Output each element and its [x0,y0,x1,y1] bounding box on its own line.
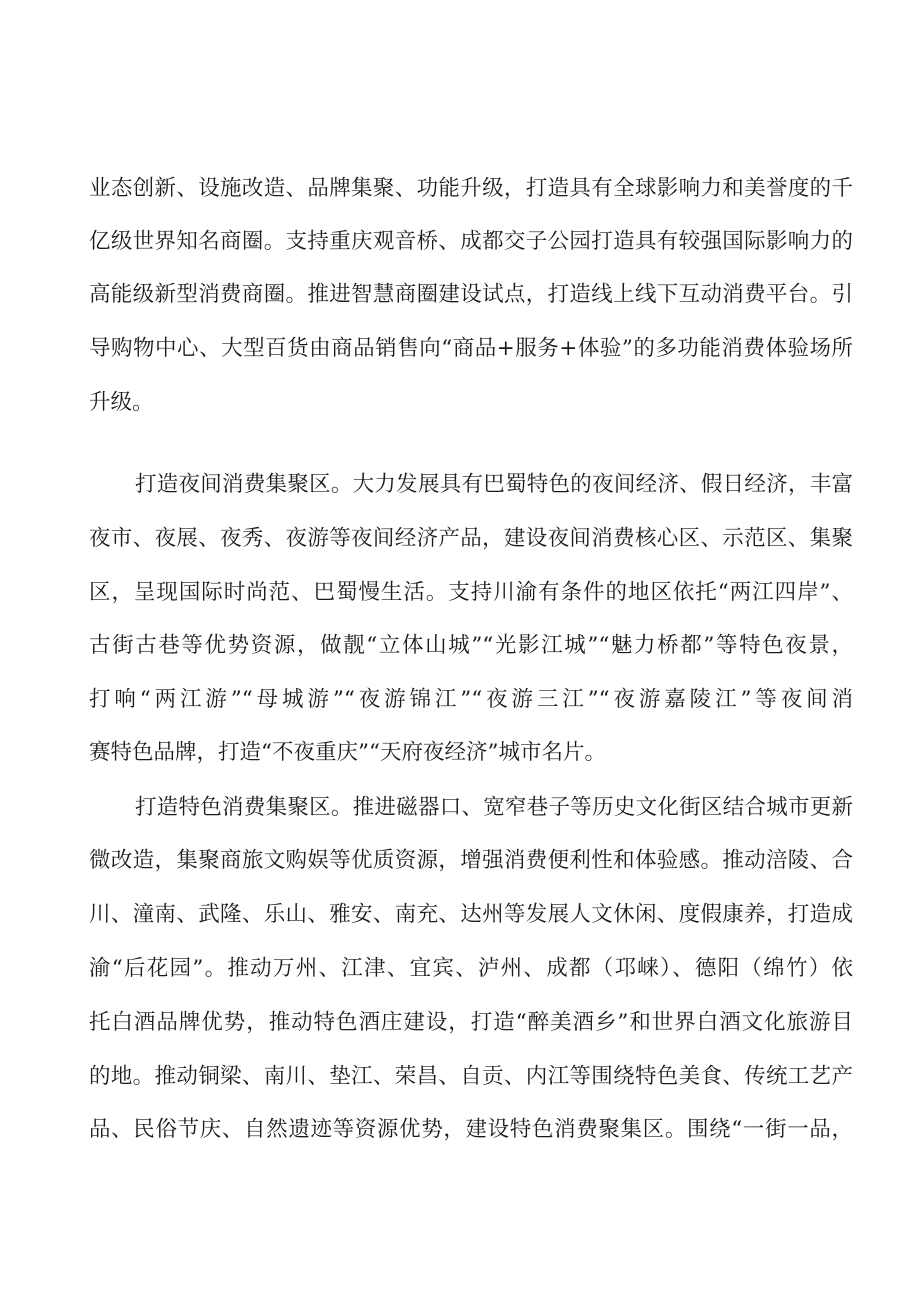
paragraph-3-line-1: 打造特色消费集聚区。推进磁器口、宽窄巷子等历史文化街区结合城市更新 [135,795,853,820]
paragraph-2-line-4: 古街古巷等优势资源，做靓“立体山城”“光影江城”“魅力桥都”等特色夜景， [89,633,853,658]
paragraph-3-line-4: 渝“后花园”。推动万州、江津、宜宾、泸州、成都（邛崃）、德阳（绵竹）依 [89,956,853,981]
paragraph-1-line-2: 亿级世界知名商圈。支持重庆观音桥、成都交子公园打造具有较强国际影响力的 [89,229,853,254]
paragraph-1-line-4: 导购物中心、大型百货由商品销售向“商品+服务+体验”的多功能消费体验场所 [89,336,853,361]
paragraph-2-line-3: 区，呈现国际时尚范、巴蜀慢生活。支持川渝有条件的地区依托“两江四岸”、 [89,580,853,605]
paragraph-2-line-6: 赛特色品牌，打造“不夜重庆”“天府夜经济”城市名片。 [89,740,606,765]
paragraph-1-line-3: 高能级新型消费商圈。推进智慧商圈建设试点，打造线上线下互动消费平台。引 [89,282,853,307]
paragraph-3-line-7: 品、民俗节庆、自然遗迹等资源优势，建设特色消费聚集区。围绕“一街一品， [89,1117,853,1142]
paragraph-3-line-5: 托白酒品牌优势，推动特色酒庄建设，打造“醉美酒乡”和世界白酒文化旅游目 [89,1010,853,1035]
paragraph-2-line-2: 夜市、夜展、夜秀、夜游等夜间经济产品，建设夜间消费核心区、示范区、集聚 [89,526,853,551]
paragraph-3-line-3: 川、潼南、武隆、乐山、雅安、南充、达州等发展人文休闲、度假康养，打造成 [89,902,853,927]
paragraph-3-line-2: 微改造，集聚商旅文购娱等优质资源，增强消费便利性和体验感。推动涪陵、合 [89,848,853,873]
paragraph-2-line-5: 打响“两江游”“母城游”“夜游锦江”“夜游三江”“夜游嘉陵江”等夜间消 [89,687,853,712]
paragraph-3-line-6: 的地。推动铜梁、南川、垫江、荣昌、自贡、内江等围绕特色美食、传统工艺产 [89,1064,853,1089]
paragraph-2-line-1: 打造夜间消费集聚区。大力发展具有巴蜀特色的夜间经济、假日经济，丰富 [135,472,853,497]
paragraph-1-line-1: 业态创新、设施改造、品牌集聚、功能升级，打造具有全球影响力和美誉度的千 [89,176,853,201]
paragraph-1-line-5: 升级。 [89,390,154,415]
